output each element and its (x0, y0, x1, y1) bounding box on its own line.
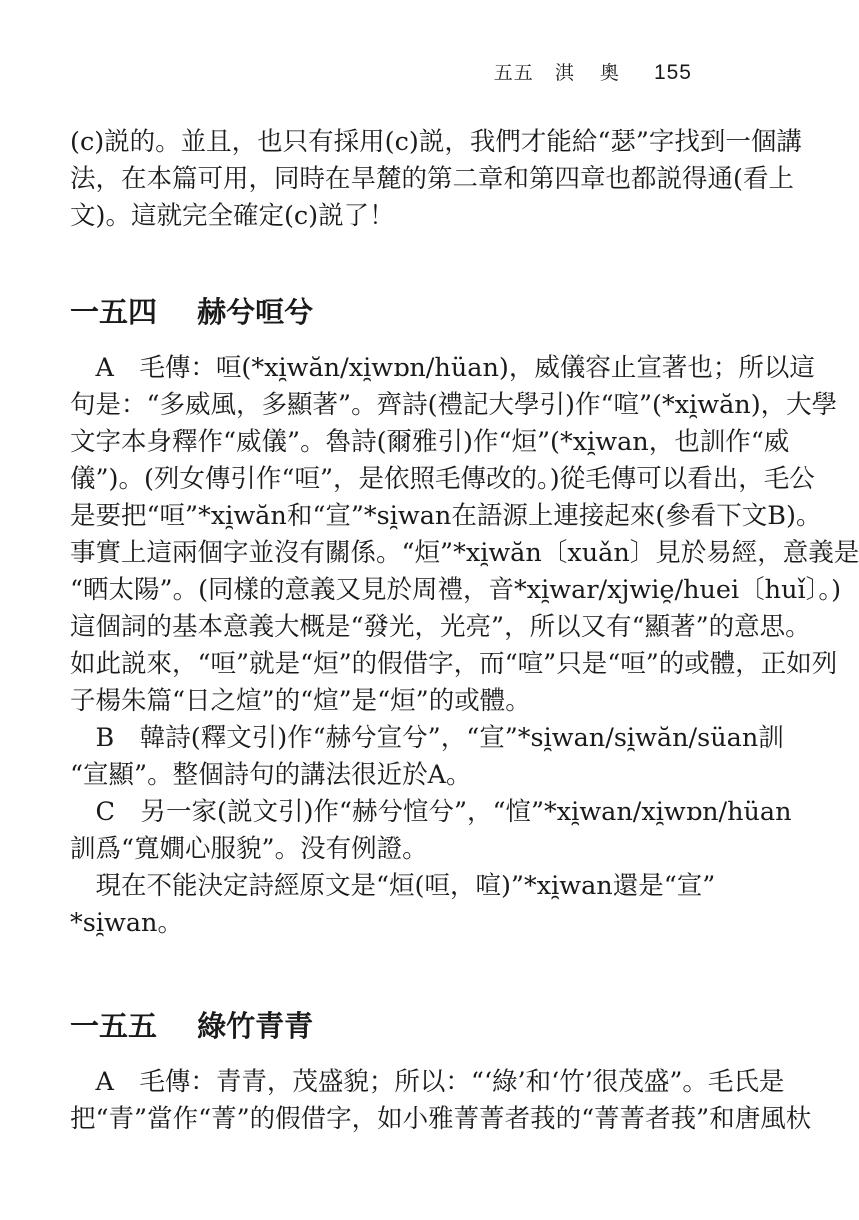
text-line: 法，在本篇可用，同時在旱麓的第二章和第四章也都説得通(看上 (70, 164, 794, 194)
text-line: 現在不能決定詩經原文是“烜(咺，喧)”*xi̯wan還是“宣” (70, 871, 716, 901)
section-154-heading (70, 292, 710, 332)
chapter-number: 五五 (493, 62, 534, 84)
section-155-heading (70, 1006, 710, 1046)
text-line: “宣顯”。整個詩句的講法很近於A。 (70, 760, 472, 790)
intro-paragraph (70, 124, 802, 235)
text-line: A 毛傳：咺(*xi̯wăn/xi̯wɒn/hüan)，威儀容止宣著也；所以這 (70, 353, 815, 383)
text-line: 句是：“多威風，多顯著”。齊詩(禮記大學引)作“喧”(*xi̯wăn)，大學 (70, 390, 838, 420)
text-line: 如此説來，“咺”就是“烜”的假借字，而“喧”只是“咺”的或體，正如列 (70, 649, 838, 679)
text-line: (c)説的。並且，也只有採用(c)説，我們才能給“瑟”字找到一個講 (70, 127, 802, 157)
section-154-body (70, 350, 859, 942)
text-line: A 毛傳：青青，茂盛貌；所以：“‘綠’和‘竹’很茂盛”。毛氏是 (70, 1067, 785, 1097)
chapter-title: 淇 奧 (554, 62, 629, 84)
page-number: 155 (653, 61, 692, 84)
text-line: 這個詞的基本意義大概是“發光，光亮”，所以又有“顯著”的意思。 (70, 612, 811, 642)
text-line: 儀”)。(列女傳引作“咺”，是依照毛傳改的。)從毛傳可以看出，毛公 (70, 464, 815, 494)
text-line: *si̯wan。 (70, 908, 183, 938)
section-number: 一五五 (70, 1009, 158, 1043)
running-header (494, 58, 692, 85)
section-155-body (70, 1064, 812, 1138)
text-line: 文)。這就完全確定(c)説了！ (70, 201, 395, 231)
text-line: 把“青”當作“菁”的假借字，如小雅菁菁者莪的“菁菁者莪”和唐風杕 (70, 1104, 812, 1134)
text-line: 事實上這兩個字並沒有關係。“烜”*xi̯wăn〔xuǎn〕見於易經，意義是 (70, 538, 859, 568)
text-line: 訓爲“寬嫺心服貌”。没有例證。 (70, 834, 428, 864)
text-line: B 韓詩(釋文引)作“赫兮宣兮”，“宣”*si̯wan/si̯wăn/süan訓 (70, 723, 784, 753)
text-line: “晒太陽”。(同樣的意義又見於周禮，音*xi̯war/xjwie̯/huei〔huǐ〕。) (70, 575, 842, 605)
text-line: 子楊朱篇“日之煊”的“煊”是“烜”的或體。 (70, 686, 531, 716)
section-title: 綠竹青青 (197, 1009, 314, 1043)
section-title: 赫兮咺兮 (197, 295, 314, 329)
text-line: 是要把“咺”*xi̯wăn和“宣”*si̯wan在語源上連接起來(參看下文B)。 (70, 501, 822, 531)
text-line: 文字本身釋作“威儀”。魯詩(爾雅引)作“烜”(*xi̯wan，也訓作“威 (70, 427, 790, 457)
section-number: 一五四 (70, 295, 158, 329)
text-line: C 另一家(説文引)作“赫兮愃兮”，“愃”*xi̯wan/xi̯wɒn/hüan (70, 797, 792, 827)
